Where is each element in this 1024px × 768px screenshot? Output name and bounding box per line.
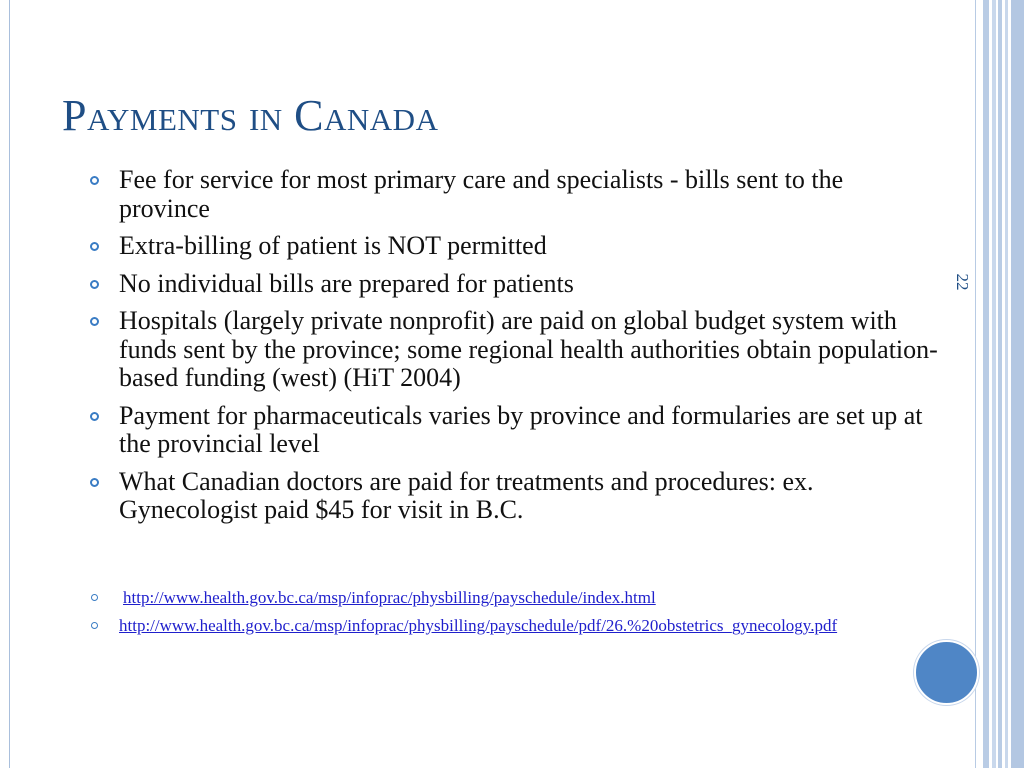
bullet-item bbox=[88, 468, 938, 525]
bullet-text: Payment for pharmaceuticals varies by province and formularies are set up at the provincial level bbox=[119, 400, 923, 458]
bullet-marker-icon bbox=[90, 317, 99, 326]
bullet-item bbox=[88, 166, 938, 223]
bullet-marker-icon bbox=[91, 594, 98, 601]
bullet-marker-icon bbox=[90, 242, 99, 251]
bullet-item bbox=[88, 307, 938, 393]
slide-number: 22 bbox=[953, 273, 972, 291]
obstetrics-gynecology-pdf-link[interactable]: http://www.health.gov.bc.ca/msp/infoprac/physbilling/payschedule/pdf/26.%20obstetrics_gynecology.pdf bbox=[119, 616, 838, 635]
bullet-marker-icon bbox=[90, 280, 99, 289]
bullet-text: No individual bills are prepared for patients bbox=[119, 268, 574, 298]
right-stripe bbox=[992, 0, 996, 768]
link-item bbox=[88, 616, 948, 635]
right-stripe bbox=[975, 0, 976, 768]
bullet-marker-icon bbox=[91, 622, 98, 629]
bullet-text: Fee for service for most primary care and specialists - bills sent to the province bbox=[119, 165, 844, 223]
right-stripe bbox=[1005, 0, 1008, 768]
right-stripe bbox=[983, 0, 989, 768]
bullet-text: Hospitals (largely private nonprofit) are paid on global budget system with funds sent by the province; some regional health authorities obtain population-based funding (west) (HiT 2004) bbox=[119, 306, 938, 392]
slide-title: Payments in Canada bbox=[62, 91, 439, 140]
right-stripe bbox=[1011, 0, 1024, 768]
bullet-marker-icon bbox=[90, 412, 99, 421]
bullet-text: Extra-billing of patient is NOT permitted bbox=[119, 231, 547, 260]
bullet-marker-icon bbox=[90, 176, 99, 185]
link-item bbox=[88, 588, 948, 607]
decorative-circle bbox=[914, 640, 979, 705]
link-list bbox=[88, 588, 948, 644]
right-stripe bbox=[998, 0, 1002, 768]
bullet-list bbox=[88, 166, 938, 534]
left-border-line bbox=[9, 0, 10, 768]
bullet-item bbox=[88, 232, 938, 261]
bullet-text: What Canadian doctors are paid for treatments and procedures: ex. Gynecologist paid $45 for visit in B.C. bbox=[119, 466, 814, 524]
payschedule-index-link[interactable]: http://www.health.gov.bc.ca/msp/infoprac/physbilling/payschedule/index.html bbox=[123, 588, 656, 607]
bullet-item bbox=[88, 402, 938, 459]
bullet-item bbox=[88, 270, 938, 299]
bullet-marker-icon bbox=[90, 478, 99, 487]
